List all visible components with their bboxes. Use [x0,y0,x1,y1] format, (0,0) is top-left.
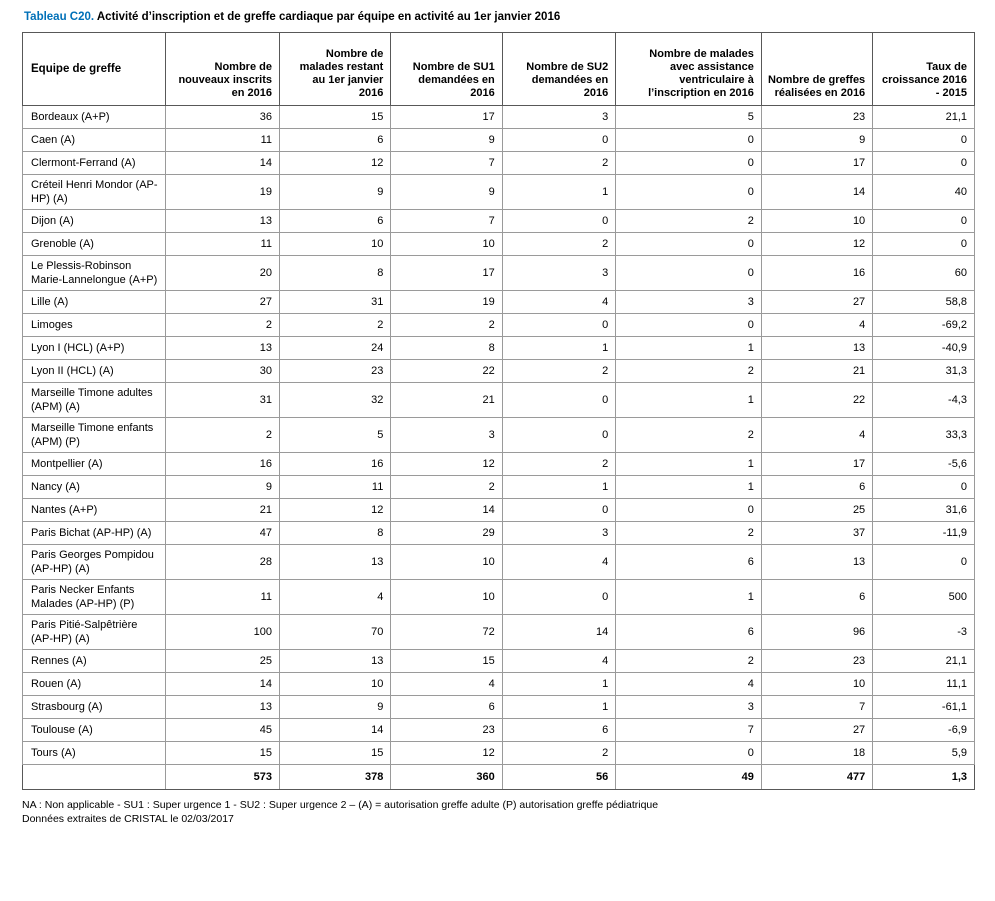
cell-su1: 9 [391,175,502,210]
table-row [23,453,975,476]
cell-remaining-patients: 2 [279,314,390,337]
cell-growth-rate: 0 [873,129,975,152]
cell-remaining-patients: 32 [279,383,390,418]
cell-transplants: 21 [761,360,872,383]
cell-su2: 0 [502,499,616,522]
cell-ventricular-assist: 1 [616,383,762,418]
cell-ventricular-assist: 0 [616,256,762,291]
cell-team: Nantes (A+P) [23,499,166,522]
cell-su1: 21 [391,383,502,418]
cell-growth-rate: -4,3 [873,383,975,418]
cell-remaining-patients: 10 [279,233,390,256]
cell-team: Toulouse (A) [23,719,166,742]
table-row [23,522,975,545]
cell-total-remaining-patients: 378 [279,765,390,790]
cell-team: Rennes (A) [23,650,166,673]
cell-remaining-patients: 14 [279,719,390,742]
cell-su1: 4 [391,673,502,696]
cell-new-registrations: 14 [166,152,280,175]
cell-su2: 4 [502,545,616,580]
column-header-team: Equipe de greffe [23,33,166,106]
cell-remaining-patients: 12 [279,152,390,175]
cell-new-registrations: 21 [166,499,280,522]
cell-growth-rate: 0 [873,152,975,175]
cell-team: Bordeaux (A+P) [23,106,166,129]
cell-remaining-patients: 11 [279,476,390,499]
cell-su2: 4 [502,650,616,673]
cell-transplants: 14 [761,175,872,210]
table-header [23,33,975,106]
cell-team: Tours (A) [23,742,166,765]
table-row [23,499,975,522]
cell-team: Rouen (A) [23,673,166,696]
cell-remaining-patients: 6 [279,210,390,233]
table-row [23,314,975,337]
cell-su2: 0 [502,129,616,152]
cell-new-registrations: 14 [166,673,280,696]
cell-team: Nancy (A) [23,476,166,499]
cell-growth-rate: 0 [873,233,975,256]
cell-team: Paris Necker Enfants Malades (AP-HP) (P) [23,580,166,615]
cell-team: Clermont-Ferrand (A) [23,152,166,175]
cell-transplants: 18 [761,742,872,765]
cell-growth-rate: 0 [873,545,975,580]
cell-ventricular-assist: 3 [616,291,762,314]
cell-team: Limoges [23,314,166,337]
cell-remaining-patients: 23 [279,360,390,383]
cell-su2: 14 [502,615,616,650]
cell-su2: 4 [502,291,616,314]
cell-growth-rate: 60 [873,256,975,291]
cell-growth-rate: 31,3 [873,360,975,383]
cell-new-registrations: 13 [166,210,280,233]
cell-remaining-patients: 31 [279,291,390,314]
cell-remaining-patients: 8 [279,256,390,291]
cell-su1: 12 [391,742,502,765]
cell-su2: 0 [502,580,616,615]
cell-total-new-registrations: 573 [166,765,280,790]
cell-new-registrations: 11 [166,129,280,152]
cell-new-registrations: 25 [166,650,280,673]
caption-label: Tableau C20. [24,11,95,23]
table-row [23,233,975,256]
cell-su1: 15 [391,650,502,673]
cell-transplants: 22 [761,383,872,418]
cell-team: Montpellier (A) [23,453,166,476]
table-row [23,256,975,291]
cell-new-registrations: 100 [166,615,280,650]
cell-transplants: 7 [761,696,872,719]
cell-su1: 9 [391,129,502,152]
cell-new-registrations: 47 [166,522,280,545]
cell-new-registrations: 2 [166,418,280,453]
cell-growth-rate: -6,9 [873,719,975,742]
cell-transplants: 12 [761,233,872,256]
cell-team: Paris Georges Pompidou (AP-HP) (A) [23,545,166,580]
column-header-growth-rate: Taux de croissance 2016 - 2015 [873,33,975,106]
cell-total-growth-rate: 1,3 [873,765,975,790]
table-row [23,383,975,418]
table-body [23,106,975,790]
cell-growth-rate: 31,6 [873,499,975,522]
cell-su2: 0 [502,418,616,453]
cell-su1: 8 [391,337,502,360]
cell-new-registrations: 28 [166,545,280,580]
table-row [23,545,975,580]
table-row [23,175,975,210]
cell-ventricular-assist: 2 [616,418,762,453]
cell-new-registrations: 31 [166,383,280,418]
cell-remaining-patients: 8 [279,522,390,545]
cell-transplants: 17 [761,453,872,476]
cell-su2: 1 [502,673,616,696]
table-row [23,615,975,650]
cell-team: Marseille Timone adultes (APM) (A) [23,383,166,418]
table-header-row [23,33,975,106]
cell-transplants: 10 [761,210,872,233]
cell-growth-rate: 21,1 [873,106,975,129]
cell-su2: 2 [502,742,616,765]
cell-remaining-patients: 15 [279,742,390,765]
cell-new-registrations: 9 [166,476,280,499]
cell-su1: 10 [391,233,502,256]
cell-su2: 2 [502,233,616,256]
cell-ventricular-assist: 0 [616,175,762,210]
cell-su2: 0 [502,210,616,233]
cell-su1: 22 [391,360,502,383]
column-header-new-registrations: Nombre de nouveaux inscrits en 2016 [166,33,280,106]
cell-ventricular-assist: 1 [616,476,762,499]
cell-transplants: 23 [761,106,872,129]
table-footnotes [22,799,977,826]
cell-new-registrations: 19 [166,175,280,210]
cell-growth-rate: 500 [873,580,975,615]
cell-growth-rate: -40,9 [873,337,975,360]
cell-su1: 10 [391,580,502,615]
cell-growth-rate: 58,8 [873,291,975,314]
cell-remaining-patients: 10 [279,673,390,696]
cell-team: Dijon (A) [23,210,166,233]
cell-su1: 14 [391,499,502,522]
cell-ventricular-assist: 0 [616,129,762,152]
cell-transplants: 16 [761,256,872,291]
cell-ventricular-assist: 2 [616,522,762,545]
cell-team: Paris Bichat (AP-HP) (A) [23,522,166,545]
table-row [23,106,975,129]
cell-team: Lille (A) [23,291,166,314]
cell-total-su1: 360 [391,765,502,790]
cell-su2: 2 [502,360,616,383]
cell-transplants: 17 [761,152,872,175]
cell-su1: 19 [391,291,502,314]
cell-new-registrations: 11 [166,233,280,256]
table-row [23,152,975,175]
cell-remaining-patients: 6 [279,129,390,152]
cell-growth-rate: 0 [873,476,975,499]
cell-ventricular-assist: 2 [616,650,762,673]
table-row [23,719,975,742]
cell-growth-rate: 33,3 [873,418,975,453]
cell-team: Grenoble (A) [23,233,166,256]
table-row [23,476,975,499]
cell-ventricular-assist: 0 [616,152,762,175]
cell-transplants: 9 [761,129,872,152]
table-row [23,337,975,360]
cell-growth-rate: -5,6 [873,453,975,476]
cell-new-registrations: 15 [166,742,280,765]
cell-ventricular-assist: 1 [616,453,762,476]
cell-growth-rate: -61,1 [873,696,975,719]
footnote-abbreviations: NA : Non applicable - SU1 : Super urgence 1 - SU2 : Super urgence 2 – (A) = autorisation greffe adulte (P) autorisation greffe pédiatrique [22,799,659,811]
cell-team: Strasbourg (A) [23,696,166,719]
cell-su2: 1 [502,337,616,360]
cell-growth-rate: 5,9 [873,742,975,765]
column-header-su1: Nombre de SU1 demandées en 2016 [391,33,502,106]
table-row [23,418,975,453]
cell-transplants: 25 [761,499,872,522]
cell-total-ventricular-assist: 49 [616,765,762,790]
cell-remaining-patients: 15 [279,106,390,129]
cell-su2: 2 [502,152,616,175]
cell-su2: 0 [502,383,616,418]
cell-new-registrations: 13 [166,696,280,719]
cell-ventricular-assist: 7 [616,719,762,742]
cell-su1: 12 [391,453,502,476]
cell-transplants: 37 [761,522,872,545]
cell-su2: 1 [502,696,616,719]
cell-total-label [23,765,166,790]
cell-su1: 23 [391,719,502,742]
cell-ventricular-assist: 0 [616,233,762,256]
cell-team: Créteil Henri Mondor (AP-HP) (A) [23,175,166,210]
table-row [23,673,975,696]
cell-new-registrations: 27 [166,291,280,314]
cell-su1: 10 [391,545,502,580]
cell-team: Lyon I (HCL) (A+P) [23,337,166,360]
cell-transplants: 96 [761,615,872,650]
cell-su2: 1 [502,476,616,499]
cell-ventricular-assist: 1 [616,580,762,615]
column-header-remaining-patients: Nombre de malades restant au 1er janvier 2016 [279,33,390,106]
cell-new-registrations: 36 [166,106,280,129]
cell-ventricular-assist: 2 [616,360,762,383]
cell-ventricular-assist: 1 [616,337,762,360]
caption-text: Activité d’inscription et de greffe cardiaque par équipe en activité au 1er janvier 2016 [96,11,561,23]
cell-team: Le Plessis-Robinson Marie-Lannelongue (A+P) [23,256,166,291]
table-row [23,742,975,765]
cell-transplants: 13 [761,337,872,360]
cell-growth-rate: -3 [873,615,975,650]
cell-remaining-patients: 4 [279,580,390,615]
cell-transplants: 4 [761,418,872,453]
cell-ventricular-assist: 2 [616,210,762,233]
cell-remaining-patients: 24 [279,337,390,360]
cell-ventricular-assist: 4 [616,673,762,696]
cell-su1: 17 [391,106,502,129]
cell-team: Lyon II (HCL) (A) [23,360,166,383]
cell-su2: 2 [502,453,616,476]
cell-growth-rate: 0 [873,210,975,233]
cell-su1: 72 [391,615,502,650]
cell-transplants: 13 [761,545,872,580]
cell-ventricular-assist: 0 [616,742,762,765]
cell-su2: 3 [502,106,616,129]
cell-su1: 7 [391,152,502,175]
cell-new-registrations: 16 [166,453,280,476]
cell-new-registrations: 20 [166,256,280,291]
cell-transplants: 27 [761,719,872,742]
cell-ventricular-assist: 6 [616,615,762,650]
cell-transplants: 10 [761,673,872,696]
cell-su1: 7 [391,210,502,233]
cell-ventricular-assist: 0 [616,499,762,522]
cell-su2: 6 [502,719,616,742]
cell-remaining-patients: 12 [279,499,390,522]
cell-transplants: 27 [761,291,872,314]
table-row [23,696,975,719]
table-row [23,650,975,673]
table-row [23,360,975,383]
cell-new-registrations: 11 [166,580,280,615]
cell-new-registrations: 30 [166,360,280,383]
cell-transplants: 23 [761,650,872,673]
cell-remaining-patients: 13 [279,545,390,580]
cell-growth-rate: -11,9 [873,522,975,545]
table-row [23,580,975,615]
cell-su1: 3 [391,418,502,453]
cell-su1: 2 [391,476,502,499]
cell-su1: 2 [391,314,502,337]
cell-remaining-patients: 5 [279,418,390,453]
cell-su2: 0 [502,314,616,337]
cell-ventricular-assist: 6 [616,545,762,580]
cell-new-registrations: 45 [166,719,280,742]
cell-growth-rate: -69,2 [873,314,975,337]
footnote-source: Données extraites de CRISTAL le 02/03/2017 [22,812,234,825]
cell-growth-rate: 11,1 [873,673,975,696]
cell-su2: 3 [502,256,616,291]
cell-remaining-patients: 16 [279,453,390,476]
cell-ventricular-assist: 0 [616,314,762,337]
cell-team: Paris Pitié-Salpêtrière (AP-HP) (A) [23,615,166,650]
table-row [23,291,975,314]
cell-remaining-patients: 9 [279,175,390,210]
table-row [23,210,975,233]
cell-remaining-patients: 13 [279,650,390,673]
cell-team: Marseille Timone enfants (APM) (P) [23,418,166,453]
cell-ventricular-assist: 3 [616,696,762,719]
cell-total-transplants: 477 [761,765,872,790]
cell-su1: 6 [391,696,502,719]
cell-transplants: 4 [761,314,872,337]
cell-su2: 1 [502,175,616,210]
cell-growth-rate: 40 [873,175,975,210]
cell-su1: 29 [391,522,502,545]
cell-new-registrations: 13 [166,337,280,360]
cell-transplants: 6 [761,476,872,499]
cell-growth-rate: 21,1 [873,650,975,673]
cell-total-su2: 56 [502,765,616,790]
column-header-su2: Nombre de SU2 demandées en 2016 [502,33,616,106]
transplant-activity-table [22,32,975,790]
cell-remaining-patients: 70 [279,615,390,650]
table-total-row [23,765,975,790]
cell-su2: 3 [502,522,616,545]
table-caption [24,10,977,24]
column-header-transplants: Nombre de greffes réalisées en 2016 [761,33,872,106]
cell-transplants: 6 [761,580,872,615]
cell-ventricular-assist: 5 [616,106,762,129]
column-header-ventricular-assist: Nombre de malades avec assistance ventriculaire à l’inscription en 2016 [616,33,762,106]
table-row [23,129,975,152]
cell-remaining-patients: 9 [279,696,390,719]
cell-team: Caen (A) [23,129,166,152]
cell-su1: 17 [391,256,502,291]
cell-new-registrations: 2 [166,314,280,337]
